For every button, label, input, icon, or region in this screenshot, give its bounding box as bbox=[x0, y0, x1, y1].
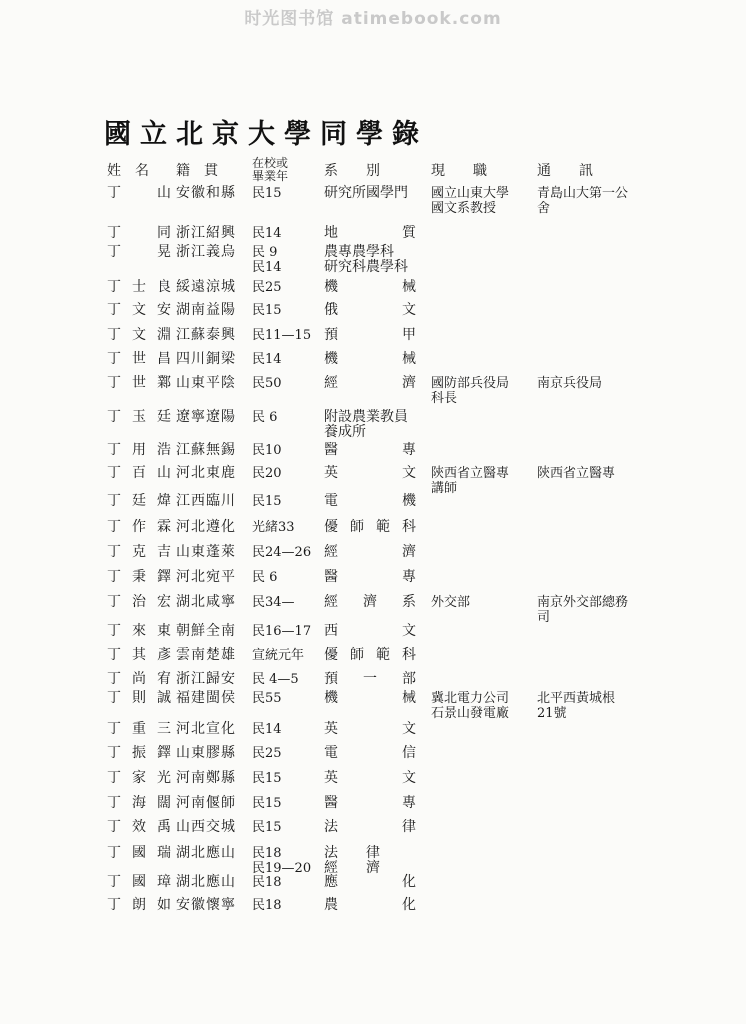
year-cell: 民15 bbox=[252, 820, 282, 835]
department: 應 化 bbox=[324, 874, 416, 890]
native-place: 四川銅梁 bbox=[176, 351, 236, 367]
department: 經 濟 bbox=[324, 544, 416, 560]
student-name: 丁百山 bbox=[107, 465, 171, 481]
native-place: 浙江義烏 bbox=[176, 244, 236, 260]
student-name: 丁尚宥 bbox=[107, 671, 171, 687]
native-place: 湖南益陽 bbox=[176, 302, 236, 318]
department: 研究所國學門 bbox=[324, 185, 408, 201]
year-cell: 民18 民19—20 bbox=[252, 846, 312, 876]
year-cell: 民20 bbox=[252, 466, 282, 481]
department: 預一部 bbox=[324, 671, 416, 687]
native-place: 福建閩侯 bbox=[176, 690, 236, 706]
header-year: 在校或 畢業年 bbox=[252, 156, 289, 183]
native-place: 朝鮮全南 bbox=[176, 623, 236, 639]
year-cell: 民15 bbox=[252, 303, 282, 318]
student-name: 丁克吉 bbox=[107, 544, 171, 560]
current-position: 國立山東大學 國文系教授 bbox=[431, 186, 510, 216]
native-place: 湖北咸寧 bbox=[176, 594, 236, 610]
native-place: 遼寧遼陽 bbox=[176, 409, 236, 425]
native-place: 湖北應山 bbox=[176, 845, 236, 861]
native-place: 山西交城 bbox=[176, 819, 236, 835]
department: 法 律 bbox=[324, 819, 416, 835]
department: 地 質 bbox=[324, 225, 416, 241]
page-title: 國立北京大學同學錄 bbox=[104, 119, 428, 150]
header-address: 通 訊 bbox=[537, 163, 593, 179]
year-cell: 民10 bbox=[252, 443, 282, 458]
department: 醫 專 bbox=[324, 442, 416, 458]
student-name: 丁國璋 bbox=[107, 874, 171, 890]
student-name: 丁玉廷 bbox=[107, 409, 171, 425]
watermark: 时光图书馆 atimebook.com bbox=[244, 9, 502, 29]
year-cell: 民15 bbox=[252, 771, 282, 786]
student-name: 丁朗如 bbox=[107, 897, 171, 913]
department: 俄 文 bbox=[324, 302, 416, 318]
native-place: 江蘇無錫 bbox=[176, 442, 236, 458]
address: 青島山大第一公 舍 bbox=[537, 186, 629, 216]
year-cell: 民 9 民14 bbox=[252, 245, 282, 275]
student-name: 丁治宏 bbox=[107, 594, 171, 610]
department: 農 化 bbox=[324, 897, 416, 913]
department: 電 機 bbox=[324, 493, 416, 509]
student-name: 丁用浩 bbox=[107, 442, 171, 458]
address: 陝西省立醫專 bbox=[537, 466, 616, 481]
current-position: 冀北電力公司 石景山發電廠 bbox=[431, 691, 510, 721]
year-cell: 民18 bbox=[252, 875, 282, 890]
address: 南京外交部總務 司 bbox=[537, 595, 629, 625]
year-cell: 民16—17 bbox=[252, 624, 312, 639]
address: 南京兵役局 bbox=[537, 376, 603, 391]
student-name: 丁 同 bbox=[107, 225, 171, 241]
student-name: 丁其彥 bbox=[107, 647, 171, 663]
department: 西 文 bbox=[324, 623, 416, 639]
native-place: 山東蓬萊 bbox=[176, 544, 236, 560]
student-name: 丁海闊 bbox=[107, 795, 171, 811]
current-position: 外交部 bbox=[431, 595, 471, 610]
native-place: 江西臨川 bbox=[176, 493, 236, 509]
header-name: 姓 名 bbox=[107, 163, 149, 179]
year-cell: 宣統元年 bbox=[252, 648, 305, 663]
year-cell: 民24—26 bbox=[252, 545, 312, 560]
department: 經 濟 bbox=[324, 375, 416, 391]
native-place: 雲南楚雄 bbox=[176, 647, 236, 663]
student-name: 丁家光 bbox=[107, 770, 171, 786]
header-dept: 系 別 bbox=[324, 163, 380, 179]
native-place: 山東膠縣 bbox=[176, 745, 236, 761]
department: 醫 專 bbox=[324, 569, 416, 585]
header-position: 現 職 bbox=[431, 163, 487, 179]
department: 英 文 bbox=[324, 465, 416, 481]
year-cell: 民25 bbox=[252, 746, 282, 761]
student-name: 丁效禹 bbox=[107, 819, 171, 835]
year-cell: 民14 bbox=[252, 352, 282, 367]
department: 機 械 bbox=[324, 351, 416, 367]
native-place: 安徽和縣 bbox=[176, 185, 236, 201]
department: 經濟系 bbox=[324, 594, 416, 610]
native-place: 浙江歸安 bbox=[176, 671, 236, 687]
student-name: 丁文安 bbox=[107, 302, 171, 318]
department: 英 文 bbox=[324, 770, 416, 786]
department: 附設農業教員 養成所 bbox=[324, 409, 408, 440]
header-native: 籍 貫 bbox=[176, 163, 218, 179]
department: 機 械 bbox=[324, 690, 416, 706]
department: 機 械 bbox=[324, 279, 416, 295]
year-cell: 民55 bbox=[252, 691, 282, 706]
native-place: 江蘇泰興 bbox=[176, 327, 236, 343]
year-cell: 民14 bbox=[252, 226, 282, 241]
current-position: 國防部兵役局 科長 bbox=[431, 376, 510, 406]
year-cell: 民25 bbox=[252, 280, 282, 295]
native-place: 湖北應山 bbox=[176, 874, 236, 890]
student-name: 丁振鐸 bbox=[107, 745, 171, 761]
year-cell: 民34— bbox=[252, 595, 295, 610]
native-place: 浙江紹興 bbox=[176, 225, 236, 241]
student-name: 丁士良 bbox=[107, 279, 171, 295]
year-cell: 民 4—5 bbox=[252, 672, 299, 687]
department: 預 甲 bbox=[324, 327, 416, 343]
department: 醫 專 bbox=[324, 795, 416, 811]
native-place: 河北宣化 bbox=[176, 721, 236, 737]
department: 法 律 經 濟 bbox=[324, 845, 380, 876]
address: 北平西黃城根 21號 bbox=[537, 691, 616, 721]
year-cell: 民15 bbox=[252, 796, 282, 811]
native-place: 河南偃師 bbox=[176, 795, 236, 811]
student-name: 丁作霖 bbox=[107, 519, 171, 535]
year-cell: 民15 bbox=[252, 494, 282, 509]
year-cell: 民 6 bbox=[252, 410, 278, 425]
department: 農專農學科 研究科農學科 bbox=[324, 244, 408, 275]
student-name: 丁則誠 bbox=[107, 690, 171, 706]
student-name: 丁 晃 bbox=[107, 244, 171, 260]
native-place: 河南鄭縣 bbox=[176, 770, 236, 786]
student-name: 丁世昌 bbox=[107, 351, 171, 367]
student-name: 丁國瑞 bbox=[107, 845, 171, 861]
native-place: 河北宛平 bbox=[176, 569, 236, 585]
department: 優師範科 bbox=[324, 647, 416, 663]
student-name: 丁文淵 bbox=[107, 327, 171, 343]
student-name: 丁世鄴 bbox=[107, 375, 171, 391]
year-cell: 民15 bbox=[252, 186, 282, 201]
year-cell: 民50 bbox=[252, 376, 282, 391]
native-place: 山東平陰 bbox=[176, 375, 236, 391]
department: 電 信 bbox=[324, 745, 416, 761]
student-name: 丁廷煒 bbox=[107, 493, 171, 509]
native-place: 河北遵化 bbox=[176, 519, 236, 535]
native-place: 河北東鹿 bbox=[176, 465, 236, 481]
current-position: 陝西省立醫專 講師 bbox=[431, 466, 510, 496]
student-name: 丁重三 bbox=[107, 721, 171, 737]
native-place: 綏遠涼城 bbox=[176, 279, 236, 295]
student-name: 丁秉鐸 bbox=[107, 569, 171, 585]
year-cell: 光緒33 bbox=[252, 520, 295, 535]
year-cell: 民18 bbox=[252, 898, 282, 913]
year-cell: 民 6 bbox=[252, 570, 278, 585]
department: 英 文 bbox=[324, 721, 416, 737]
department: 優師範科 bbox=[324, 519, 416, 535]
native-place: 安徽懷寧 bbox=[176, 897, 236, 913]
year-cell: 民11—15 bbox=[252, 328, 312, 343]
year-cell: 民14 bbox=[252, 722, 282, 737]
student-name: 丁 山 bbox=[107, 185, 171, 201]
student-name: 丁來東 bbox=[107, 623, 171, 639]
